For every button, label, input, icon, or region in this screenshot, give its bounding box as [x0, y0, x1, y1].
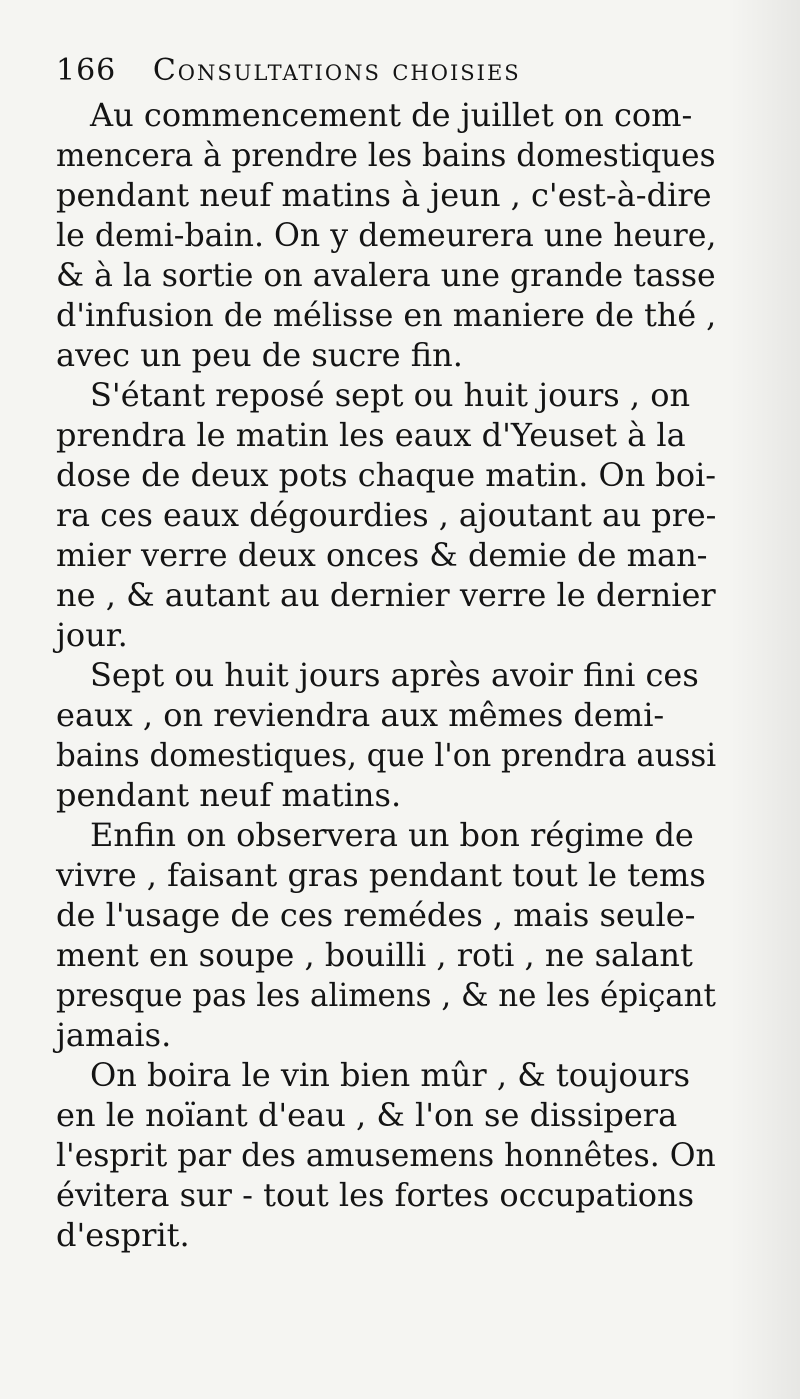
text-line: presque pas les alimens , & ne les épiçant [56, 976, 716, 1014]
text-line: Sept ou huit jours après avoir fini ces [90, 656, 699, 694]
paragraph [56, 655, 716, 815]
page-header [56, 46, 756, 96]
text-line: ra ces eaux dégourdies , ajoutant au pre- [56, 496, 717, 534]
text-line: jour. [56, 616, 128, 654]
text-line: eaux , on reviendra aux mêmes demi- [56, 696, 665, 734]
text-line: prendra le matin les eaux d'Yeuset à la [56, 416, 686, 454]
paragraph [56, 95, 716, 375]
text-line: l'esprit par des amusemens honnêtes. On [56, 1136, 716, 1174]
page-edge-shadow [730, 0, 800, 1399]
text-line: & à la sortie on avalera une grande tasse [56, 256, 716, 294]
text-line: d'esprit. [56, 1216, 190, 1254]
text-line: vivre , faisant gras pendant tout le tems [56, 856, 706, 894]
text-line: dose de deux pots chaque matin. On boi- [56, 456, 717, 494]
text-line: mencera à prendre les bains domestiques [56, 136, 716, 174]
text-line: Enfin on observera un bon régime de [90, 816, 694, 854]
text-line: pendant neuf matins à jeun , c'est-à-dire [56, 176, 712, 214]
page-number: 166 [56, 53, 117, 88]
text-line: jamais. [56, 1016, 172, 1054]
text-line: de l'usage de ces remédes , mais seule- [56, 896, 696, 934]
text-line: mier verre deux onces & demie de man- [56, 536, 708, 574]
text-line: en le noïant d'eau , & l'on se dissipera [56, 1096, 678, 1134]
paragraph [56, 815, 716, 1055]
paragraph [56, 1055, 716, 1255]
text-line: avec un peu de sucre fin. [56, 336, 463, 374]
text-line: bains domestiques, que l'on prendra aussi [56, 736, 717, 774]
text-line: pendant neuf matins. [56, 776, 402, 814]
text-line: d'infusion de mélisse en maniere de thé , [56, 296, 717, 334]
text-line: ne , & autant au dernier verre le dernier [56, 576, 716, 614]
text-line: S'étant reposé sept ou huit jours , on [90, 376, 691, 414]
body-text [56, 95, 716, 1255]
running-title: Consultations choisies [152, 53, 521, 88]
text-line: ment en soupe , bouilli , roti , ne salant [56, 936, 693, 974]
text-line: le demi-bain. On y demeurera une heure, [56, 216, 717, 254]
text-line: Au commencement de juillet on com- [90, 96, 693, 134]
text-line: On boira le vin bien mûr , & toujours [90, 1056, 691, 1094]
paragraph [56, 375, 716, 655]
text-line: évitera sur - tout les fortes occupations [56, 1176, 695, 1214]
